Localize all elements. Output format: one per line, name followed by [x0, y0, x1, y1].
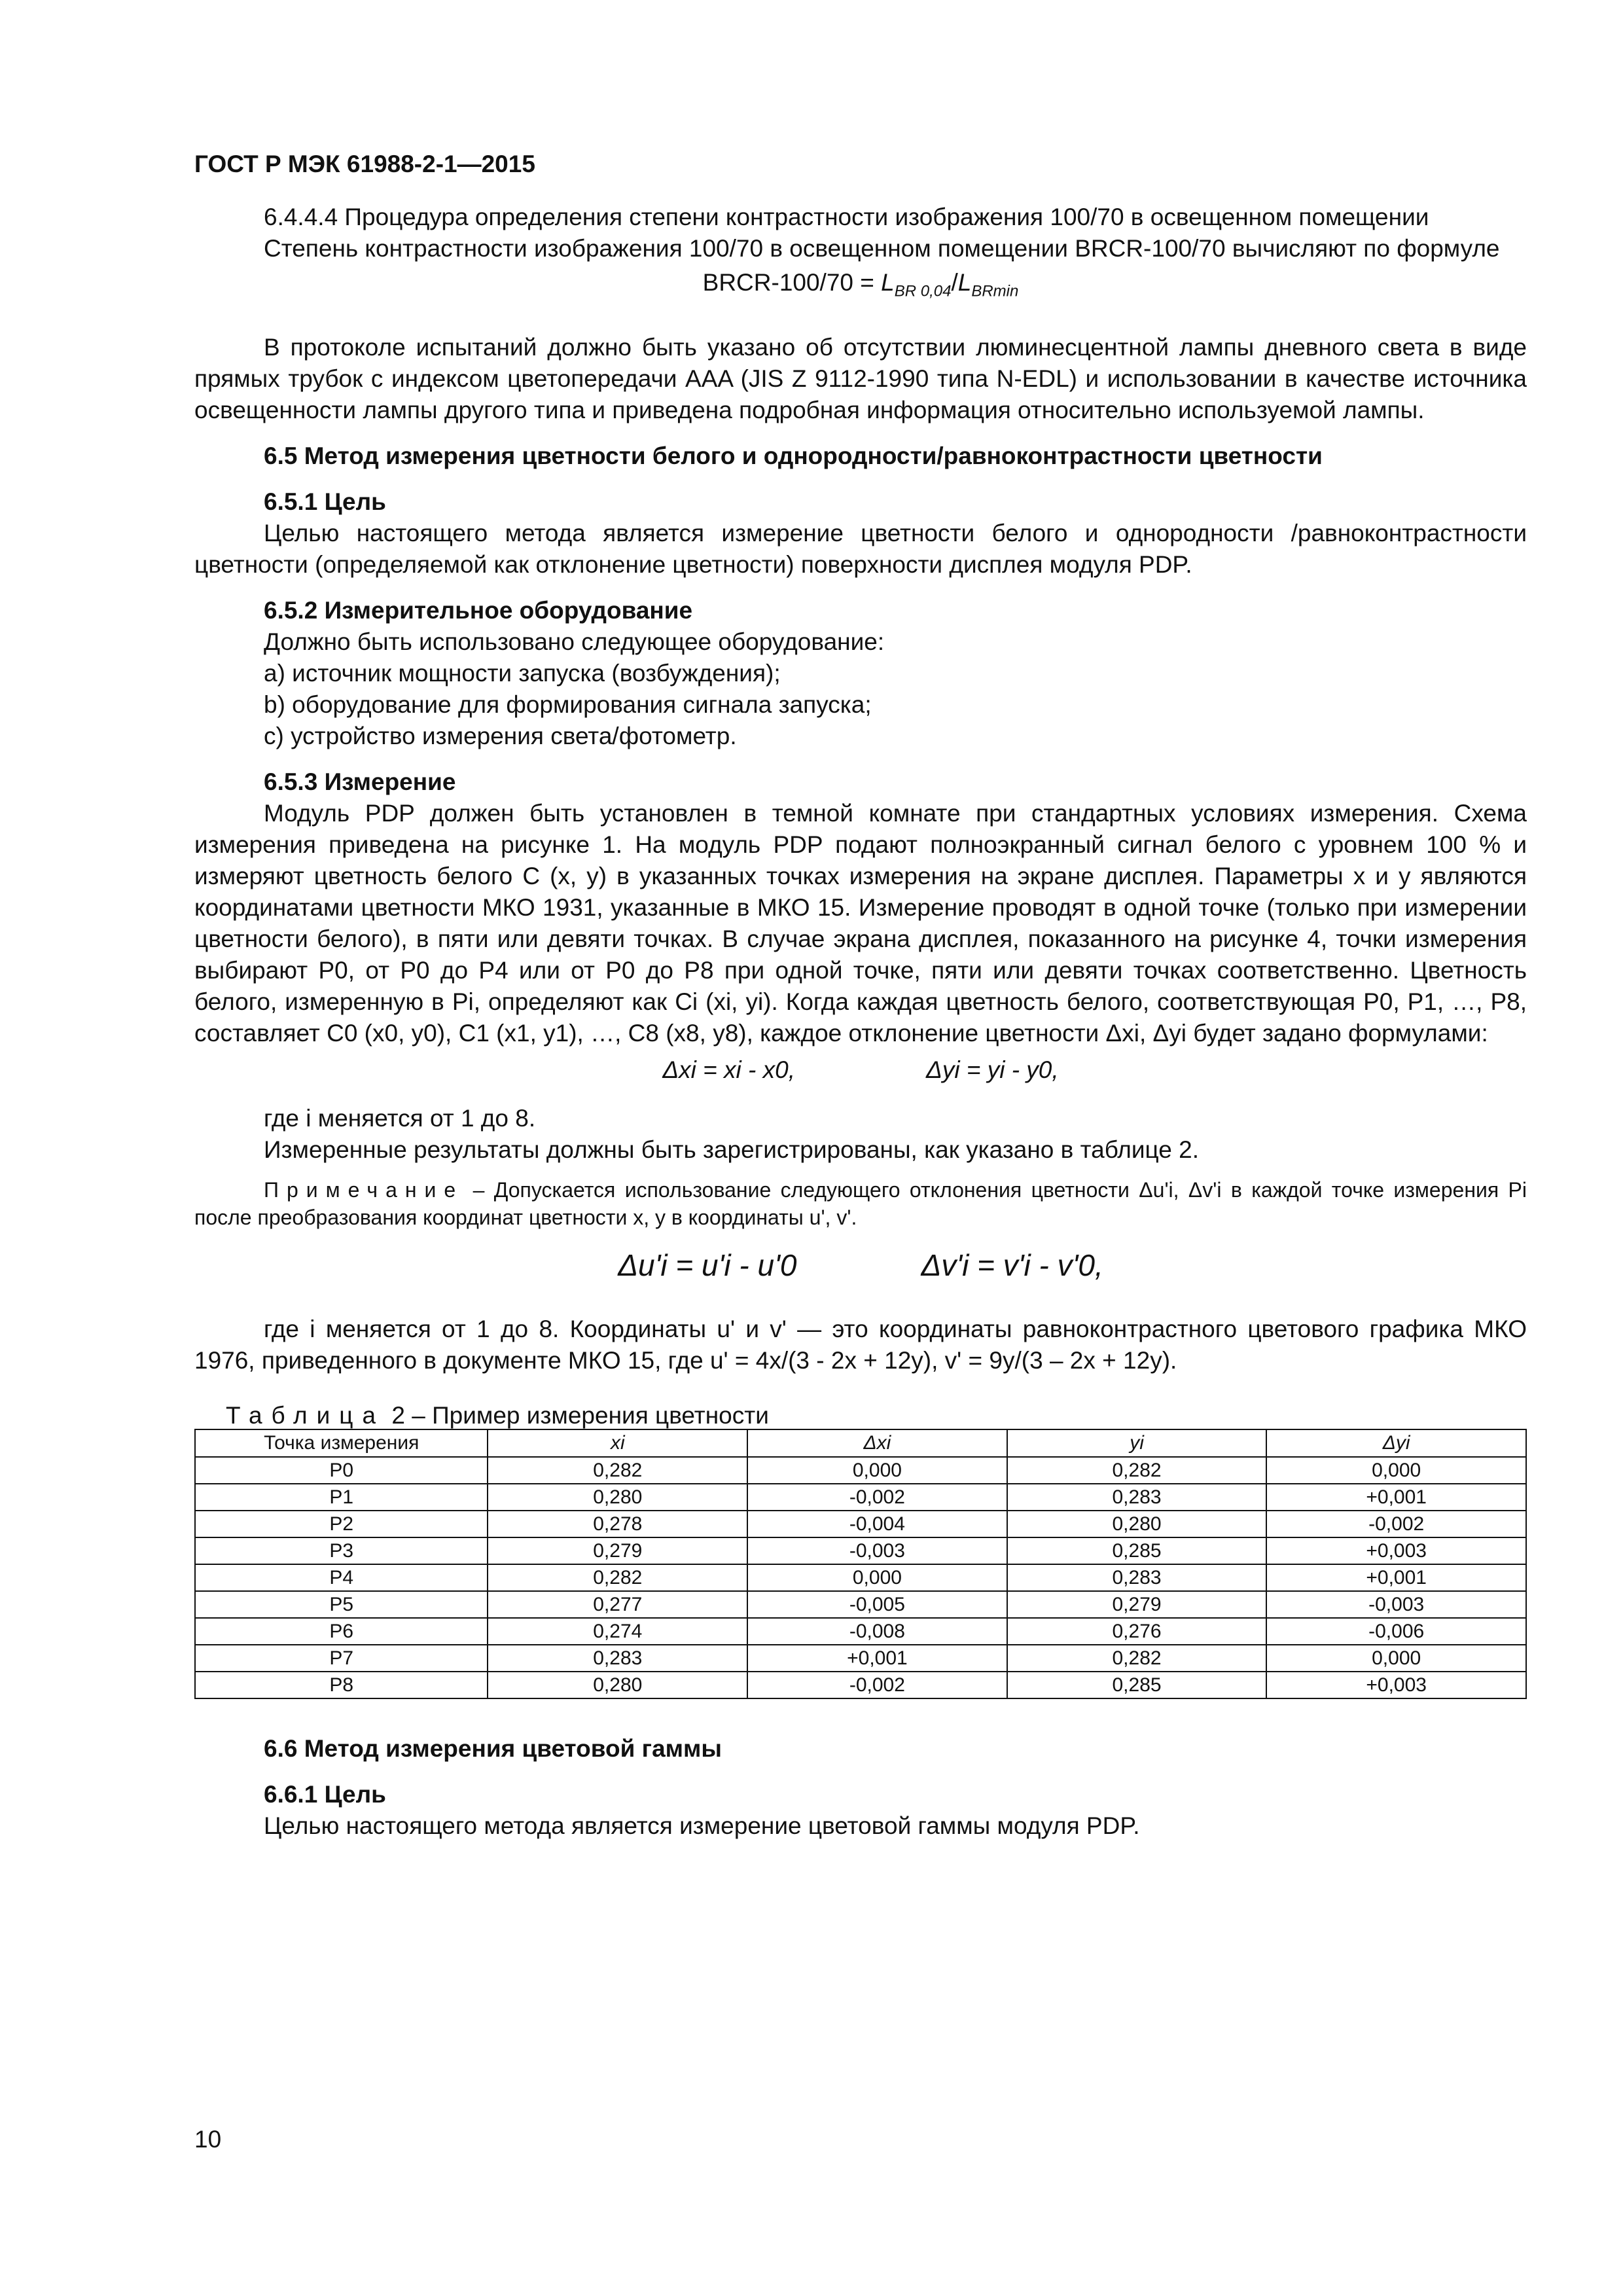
equipment-item-b: b) оборудование для формирования сигнала запуска;	[264, 691, 872, 719]
uv-formulas	[194, 1246, 1527, 1285]
table-cell: P6	[195, 1618, 488, 1645]
section-652-title: 6.5.2 Измерительное оборудование	[264, 597, 693, 624]
deviation-formulas	[194, 1054, 1527, 1086]
table-cell: P0	[195, 1457, 488, 1484]
table-cell: -0,002	[1266, 1511, 1526, 1537]
section-66-title: 6.6 Метод измерения цветовой гаммы	[264, 1735, 722, 1763]
header-x-text: xi	[610, 1432, 625, 1454]
table-cell: 0,280	[488, 1484, 747, 1511]
table-cell: 0,282	[488, 1564, 747, 1591]
table-cell: P2	[195, 1511, 488, 1537]
where-uv-text: где i меняется от 1 до 8. Координаты u' и v' — это координаты равноконтрастного цветового графика МКО 1976, приведенного в документе МКО 15, где u' = 4x/(3 - 2x + 12y), v' = 9y/(3 – 2x + 12y).	[194, 1316, 1527, 1374]
table-cell: 0,282	[488, 1457, 747, 1484]
table-cell: 0,278	[488, 1511, 747, 1537]
page-number: 10	[194, 2126, 222, 2153]
section-65-title: 6.5 Метод измерения цветности белого и однородности/равноконтрастности цветности	[264, 442, 1323, 470]
note-text: – Допускается использование следующего отклонения цветности Δu'i, Δv'i в каждой точке измерения Pi после преобразования координат цветности x, y в координаты u', v'.	[194, 1178, 1527, 1230]
header-point: Точка измерения	[195, 1429, 488, 1457]
header-dy	[1266, 1429, 1526, 1457]
table-cell: -0,005	[747, 1591, 1007, 1618]
table-cell: +0,003	[1266, 1537, 1526, 1564]
section-6444-title: 6.4.4.4 Процедура определения степени контрастности изображения 100/70 в освещенном помещении	[264, 204, 1429, 230]
section-652-intro: Должно быть использовано следующее оборудование:	[264, 628, 885, 656]
table-row	[195, 1618, 1526, 1645]
table-cell: P4	[195, 1564, 488, 1591]
table2	[194, 1429, 1527, 1699]
table-row	[195, 1672, 1526, 1698]
table-cell: -0,002	[747, 1672, 1007, 1698]
table2-caption-lead: Таблица	[226, 1402, 385, 1429]
table-cell: -0,004	[747, 1511, 1007, 1537]
table2-caption	[194, 1403, 1527, 1429]
formula-dv: Δv'i = v'i - v'0,	[921, 1248, 1103, 1283]
header-x	[488, 1429, 747, 1457]
section-661-title: 6.6.1 Цель	[264, 1781, 386, 1808]
table-cell: 0,283	[488, 1645, 747, 1672]
table-cell: P8	[195, 1672, 488, 1698]
formula-dx: Δxi = xi - x0,	[662, 1056, 795, 1084]
table-cell: 0,000	[1266, 1645, 1526, 1672]
table-cell: P3	[195, 1537, 488, 1564]
table-cell: P1	[195, 1484, 488, 1511]
section-653-text: Модуль PDP должен быть установлен в темной комнате при стандартных условиях измерения. Схема измерения приведена на рисунке 1. На модуль PDP подают полноэкранный сигнал белого с уровнем 100 % и измеряют цветность белого C (x, y) в указанных точках измерения на экране дисплея. Параметры x и y являются координатами цветности МКО 1931, указанные в МКО 15. Измерение проводят в одной точке (только при измерении цветности белого), в пяти или девяти точках. В случае экрана дисплея, показанного на рисунке 4, точки измерения выбирают P0, от P0 до P4 или от P0 до P8 при одной точке, пяти или девяти точках соответственно. Цветность белого, измеренную в Pi, определяют как Ci (xi, yi). Когда каждая цветность белого, соответствующая P0, P1, …, P8, составляет C0 (x0, y0), C1 (x1, y1), …, C8 (x8, y8), каждое отклонение цветности Δxi, Δyi будет задано формулами:	[194, 800, 1527, 1047]
section-653-title: 6.5.3 Измерение	[264, 768, 456, 796]
formula-du: Δu'i = u'i - u'0	[618, 1248, 797, 1283]
table-cell: -0,008	[747, 1618, 1007, 1645]
protocol-paragraph: В протоколе испытаний должно быть указано об отсутствии люминесцентной лампы дневного света в виде прямых трубок с индексом цветопередачи AAA (JIS Z 9112-1990 типа N-EDL) и использовании в качестве источника освещенности лампы другого типа и приведена подробная информация относительно используемой лампы.	[194, 334, 1527, 424]
table-row	[195, 1537, 1526, 1564]
header-y	[1007, 1429, 1267, 1457]
header-dy-text: Δyi	[1382, 1432, 1410, 1454]
equipment-item-a: a) источник мощности запуска (возбуждения);	[264, 660, 781, 687]
table-row	[195, 1511, 1526, 1537]
table-header-row	[195, 1429, 1526, 1457]
table-row	[195, 1484, 1526, 1511]
results-text: Измеренные результаты должны быть зарегистрированы, как указано в таблице 2.	[264, 1136, 1199, 1164]
formula-L1: L	[881, 269, 895, 296]
table-cell: -0,006	[1266, 1618, 1526, 1645]
table-row	[195, 1457, 1526, 1484]
header-dx-text: Δxi	[863, 1432, 891, 1454]
note-lead: Примечание	[264, 1178, 464, 1202]
table-cell: 0,000	[747, 1457, 1007, 1484]
document-page	[194, 151, 1527, 1842]
formula-dy: Δyi = yi - y0,	[926, 1056, 1059, 1084]
table2-caption-rest: 2 – Пример измерения цветности	[385, 1402, 769, 1429]
equipment-item-c: c) устройство измерения света/фотометр.	[264, 723, 737, 750]
formula-left: BRCR-100/70 =	[702, 269, 882, 296]
note	[194, 1176, 1527, 1231]
table-cell: P5	[195, 1591, 488, 1618]
table-cell: 0,280	[1007, 1511, 1267, 1537]
table-cell: +0,001	[1266, 1484, 1526, 1511]
table-cell: 0,000	[747, 1564, 1007, 1591]
table-cell: -0,003	[1266, 1591, 1526, 1618]
formula-slash: /	[951, 269, 958, 296]
table-cell: 0,279	[1007, 1591, 1267, 1618]
table-cell: 0,279	[488, 1537, 747, 1564]
table-cell: +0,001	[747, 1645, 1007, 1672]
table-cell: 0,285	[1007, 1537, 1267, 1564]
table-cell: 0,283	[1007, 1564, 1267, 1591]
table-row	[195, 1645, 1526, 1672]
table-cell: 0,285	[1007, 1672, 1267, 1698]
section-651-title: 6.5.1 Цель	[264, 488, 386, 516]
table-cell: 0,276	[1007, 1618, 1267, 1645]
table-cell: 0,274	[488, 1618, 747, 1645]
brcr-formula	[194, 267, 1527, 307]
table2-body	[195, 1457, 1526, 1698]
header-y-text: yi	[1130, 1432, 1144, 1454]
table-cell: 0,283	[1007, 1484, 1267, 1511]
table-cell: 0,282	[1007, 1645, 1267, 1672]
header-dx	[747, 1429, 1007, 1457]
table-cell: 0,277	[488, 1591, 747, 1618]
formula-L2: L	[957, 269, 972, 296]
document-header: ГОСТ Р МЭК 61988-2-1—2015	[194, 151, 535, 177]
table-cell: -0,003	[747, 1537, 1007, 1564]
formula-sub1: BR 0,04	[894, 282, 952, 300]
table-cell: 0,280	[488, 1672, 747, 1698]
where-i-text: где i меняется от 1 до 8.	[264, 1105, 536, 1132]
table-row	[195, 1564, 1526, 1591]
section-651-text: Целью настоящего метода является измерение цветности белого и однородности /равноконтрастности цветности (определяемой как отклонение цветности) поверхности дисплея модуля PDP.	[194, 520, 1527, 579]
section-6444-intro: Степень контрастности изображения 100/70 в освещенном помещении BRCR-100/70 вычисляют по формуле	[264, 235, 1500, 262]
table-cell: P7	[195, 1645, 488, 1672]
table-cell: 0,000	[1266, 1457, 1526, 1484]
table-cell: +0,001	[1266, 1564, 1526, 1591]
formula-sub2: BRmin	[971, 282, 1019, 300]
table-cell: 0,282	[1007, 1457, 1267, 1484]
section-661-text: Целью настоящего метода является измерение цветовой гаммы модуля PDP.	[264, 1812, 1140, 1840]
table-row	[195, 1591, 1526, 1618]
table-cell: +0,003	[1266, 1672, 1526, 1698]
table-cell: -0,002	[747, 1484, 1007, 1511]
